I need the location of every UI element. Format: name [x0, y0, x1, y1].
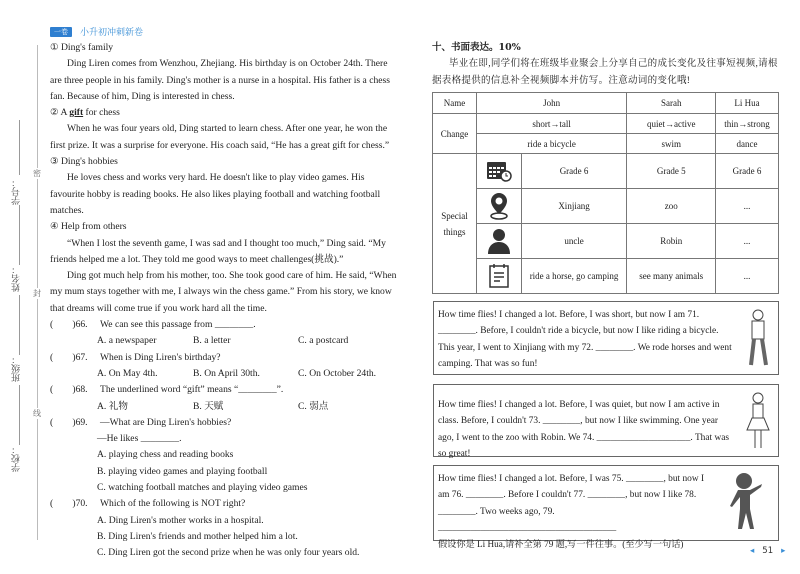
script-box-sarah	[433, 384, 779, 457]
cell: ...	[716, 189, 779, 224]
cell: ride a bicycle	[476, 134, 626, 154]
question-68	[50, 382, 398, 398]
option: B. playing video games and playing football	[97, 465, 268, 477]
prev-page-button[interactable]: ◂	[750, 546, 755, 556]
question-text: We can see this passage from ________.	[100, 319, 256, 331]
label-student-id: 学号：	[12, 178, 22, 205]
seal-xian: 线	[33, 409, 41, 418]
label-class: 班级：	[12, 355, 22, 382]
question-text: —What are Ding Liren's hobbies?	[100, 416, 232, 428]
answer-slot[interactable]: ( )68.	[50, 384, 88, 396]
answer-slot[interactable]: ( )69.	[50, 416, 88, 428]
header-title: 小升初冲刺新卷	[80, 28, 144, 38]
pagination	[742, 546, 793, 556]
cell: Robin	[627, 224, 716, 259]
girl-figure-icon	[744, 391, 772, 451]
label-name: 姓名：	[12, 265, 22, 292]
option: B. Ding Liren's friends and mother helped him a lot.	[97, 530, 298, 542]
answer-slot[interactable]: ( )67.	[50, 351, 88, 363]
cell: see many animals	[627, 259, 716, 294]
option: C. 弱点	[298, 400, 329, 412]
cell: short→tall	[476, 114, 626, 134]
option: A. On May 4th.	[97, 367, 158, 379]
option: B. a letter	[193, 335, 231, 347]
option: A. playing chess and reading books	[97, 449, 234, 461]
option: A. a newspaper	[97, 335, 157, 347]
cell: thin→strong	[716, 114, 779, 134]
section-title: ④ Help from others	[50, 221, 127, 233]
section-title: ③ Ding's hobbies	[50, 156, 118, 168]
question-69	[50, 415, 398, 431]
seal-mi: 密	[33, 169, 41, 178]
cell: Grade 6	[521, 154, 627, 189]
next-page-button[interactable]: ▸	[781, 546, 786, 556]
cell: ...	[716, 224, 779, 259]
question-text: The underlined word “gift” means “________”.	[100, 384, 284, 396]
option: A. 礼物	[97, 400, 128, 412]
script-box-john	[433, 301, 779, 375]
paragraph: Ding got much help from his mother, too. She took good care of him. He said, “When my mum stays together with me, I always win the chess game.” From his story, we know that dreams will come true if you work hard all the time.	[50, 270, 397, 314]
option: C. watching football matches and playing video games	[97, 482, 308, 494]
blank-line	[19, 385, 20, 445]
cell: zoo	[627, 189, 716, 224]
option: B. On April 30th.	[193, 367, 260, 379]
instructions: 毕业在即,同学们将在班级毕业聚会上分享自己的成长变化及往事短视频,请根据表格提供的信息补全视频脚本并仿写。注意动词的变化哦!	[432, 59, 778, 86]
silhouette-figure-icon	[724, 472, 764, 532]
paragraph: When he was four years old, Ding started to learn chess. After one year, he won the first prize. It was a surprise for everyone. His coach said, “He has a great gift for chess.”	[50, 123, 390, 151]
answer-slot[interactable]: ( )70.	[50, 498, 88, 510]
paragraph: He loves chess and works very hard. He doesn't like to play video games. His favourite hobby is reading books. He also likes playing football and watching football matches.	[50, 172, 381, 216]
cell: ...	[716, 259, 779, 294]
cell: quiet→active	[627, 114, 716, 134]
text: ② A	[50, 107, 70, 119]
header-cell: Name	[433, 93, 477, 114]
row-label: Special things	[433, 154, 477, 294]
text: for chess	[83, 107, 120, 119]
blank-line	[19, 205, 20, 265]
script-box-li-hua	[433, 465, 779, 550]
option: A. Ding Liren's mother works in a hospital.	[97, 514, 264, 526]
header-cell: Li Hua	[716, 93, 779, 114]
cell: Grade 5	[627, 154, 716, 189]
question-text: Which of the following is NOT right?	[100, 498, 246, 510]
info-table	[432, 92, 779, 294]
blank-line	[19, 295, 20, 355]
cell: swim	[627, 134, 716, 154]
options	[50, 333, 398, 349]
script-text: How time flies! I changed a lot. Before, I was short, but now I am 71. ________. Before, I couldn't ride a bicycle, but now I like riding a bicycle. This year, I went to Xinjiang with my 72. ________. We rode horses and went camping. That was so fun!	[438, 310, 732, 369]
underlined-word: gift	[69, 107, 84, 119]
calendar-icon	[476, 154, 521, 189]
header-cell: John	[476, 93, 626, 114]
person-icon	[476, 224, 521, 259]
option: C. On October 24th.	[298, 367, 377, 379]
question-70	[50, 496, 398, 512]
question-66	[50, 317, 398, 333]
option: B. 天赋	[193, 400, 224, 412]
cell: dance	[716, 134, 779, 154]
reading-passage	[50, 40, 398, 562]
question-text: —He likes ________.	[97, 433, 182, 445]
answer-slot[interactable]: ( )66.	[50, 319, 88, 331]
seal-feng: 封	[33, 289, 41, 298]
location-pin-icon	[476, 189, 521, 224]
section-title: ① Ding's family	[50, 42, 114, 53]
row-label: Change	[433, 114, 477, 154]
cell: uncle	[521, 224, 627, 259]
page-header	[50, 25, 143, 38]
boy-figure-icon	[744, 308, 772, 368]
cell: Grade 6	[716, 154, 779, 189]
option: C. Ding Liren got the second prize when he was only four years old.	[97, 547, 360, 559]
options	[50, 399, 398, 415]
section-title	[50, 105, 398, 121]
script-text: How time flies! I changed a lot. Before, I was quiet, but now I am active in class. Before, I couldn't 73. ________, but now I like swimming. One year ago, I went to the zoo with Robin. We 74. ____________________. That was so great!	[438, 400, 730, 459]
options	[50, 366, 398, 382]
page-number: 51	[762, 546, 774, 556]
section-heading: 十、书面表达。10%	[432, 42, 521, 53]
label-school: 学校：	[12, 445, 22, 472]
blank-line	[19, 120, 20, 175]
option: C. a postcard	[298, 335, 349, 347]
header-cell: Sarah	[627, 93, 716, 114]
paragraph: “When I lost the seventh game, I was sad and I thought too much,” Ding said. “My friends helped me a lot. They told me good ways to meet challenges(挑战).”	[50, 237, 386, 265]
header-tag: 一卷	[50, 27, 72, 37]
task-note: 假设你是 Li Hua,请补全第 79 题,写一件往事。(至少写一句话)	[438, 539, 684, 550]
question-67	[50, 350, 398, 366]
notepad-icon	[476, 259, 521, 294]
cell: ride a horse, go camping	[521, 259, 627, 294]
paragraph: Ding Liren comes from Wenzhou, Zhejiang. His birthday is on October 24th. There are three people in his family. Ding's mother is a nurse in a hospital. His father is a chess fan. Because of him, Ding is interested in chess.	[50, 58, 390, 102]
script-text: How time flies! I changed a lot. Before, I was 75. ________, but now I am 76. ________. Before I couldn't 77. ________, but now I like 78. ________. Two weeks ago, 79. ______________________________________	[438, 474, 705, 533]
writing-section	[432, 40, 780, 89]
cell: Xinjiang	[521, 189, 627, 224]
question-text: When is Ding Liren's birthday?	[100, 351, 221, 363]
